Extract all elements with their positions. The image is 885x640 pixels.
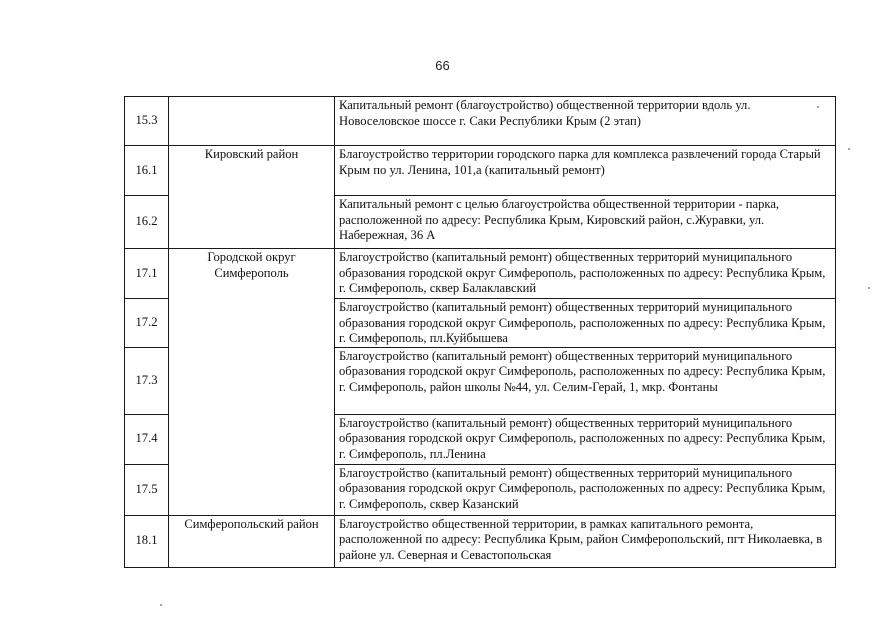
row-description: Благоустройство общественной территории, в рамках капитального ремонта, расположенной по адресу: Республика Крым, район Симферопольский, пгт Николаевка, в районе ул. Северная и Севастопольская xyxy=(335,515,836,567)
row-description: Капитальный ремонт (благоустройство) общественной территории вдоль ул. Новоселовское шоссе г. Саки Республики Крым (2 этап) xyxy=(335,97,836,146)
district-cell xyxy=(169,515,335,567)
table-row xyxy=(125,97,836,146)
row-number: 17.3 xyxy=(125,347,169,414)
row-description: Благоустройство территории городского парка для комплекса развлечений города Старый Крым по ул. Ленина, 101,а (капитальный ремонт) xyxy=(335,146,836,196)
row-number: 16.2 xyxy=(125,196,169,249)
row-number: 17.2 xyxy=(125,299,169,348)
district-cell xyxy=(169,249,335,516)
row-description: Благоустройство (капитальный ремонт) общественных территорий муниципального образования городской округ Симферополь, расположенных по адресу: Республика Крым, г. Симферополь, сквер Казанский xyxy=(335,464,836,515)
row-number: 17.5 xyxy=(125,464,169,515)
row-number: 18.1 xyxy=(125,515,169,567)
row-number: 15.3 xyxy=(125,97,169,146)
program-table xyxy=(124,96,836,568)
scan-speck xyxy=(817,106,819,108)
row-number: 16.1 xyxy=(125,146,169,196)
table-row xyxy=(125,249,836,299)
page-number: 66 xyxy=(435,58,450,73)
district-name: Кировский район xyxy=(204,147,299,161)
row-description: Благоустройство (капитальный ремонт) общественных территорий муниципального образования городской округ Симферополь, расположенных по адресу: Республика Крым, г. Симферополь, пл.Куйбышева xyxy=(335,299,836,348)
district-cell xyxy=(169,146,335,249)
district-name: Городской округ Симферополь xyxy=(207,250,296,280)
row-number: 17.4 xyxy=(125,414,169,464)
row-number: 17.1 xyxy=(125,249,169,299)
district-cell xyxy=(169,97,335,146)
row-description: Благоустройство (капитальный ремонт) общественных территорий муниципального образования городской округ Симферополь, расположенных по адресу: Республика Крым, г. Симферополь, район школы №44, ул. Селим-Герай, 1, мкр. Фонтаны xyxy=(335,347,836,414)
scan-speck xyxy=(868,287,870,289)
table-row xyxy=(125,146,836,196)
row-description: Благоустройство (капитальный ремонт) общественных территорий муниципального образования городской округ Симферополь, расположенных по адресу: Республика Крым, г. Симферополь, сквер Балаклавский xyxy=(335,249,836,299)
row-description: Благоустройство (капитальный ремонт) общественных территорий муниципального образования городской округ Симферополь, расположенных по адресу: Республика Крым, г. Симферополь, пл.Ленина xyxy=(335,414,836,464)
district-name: Симферопольский район xyxy=(184,516,319,531)
row-description: Капитальный ремонт с целью благоустройства общественной территории - парка, расположенной по адресу: Республика Крым, Кировский район, с.Журавки, ул. Набережная, 36 А xyxy=(335,196,836,249)
scan-speck xyxy=(160,604,162,606)
table-row xyxy=(125,515,836,567)
scan-speck xyxy=(848,148,850,150)
